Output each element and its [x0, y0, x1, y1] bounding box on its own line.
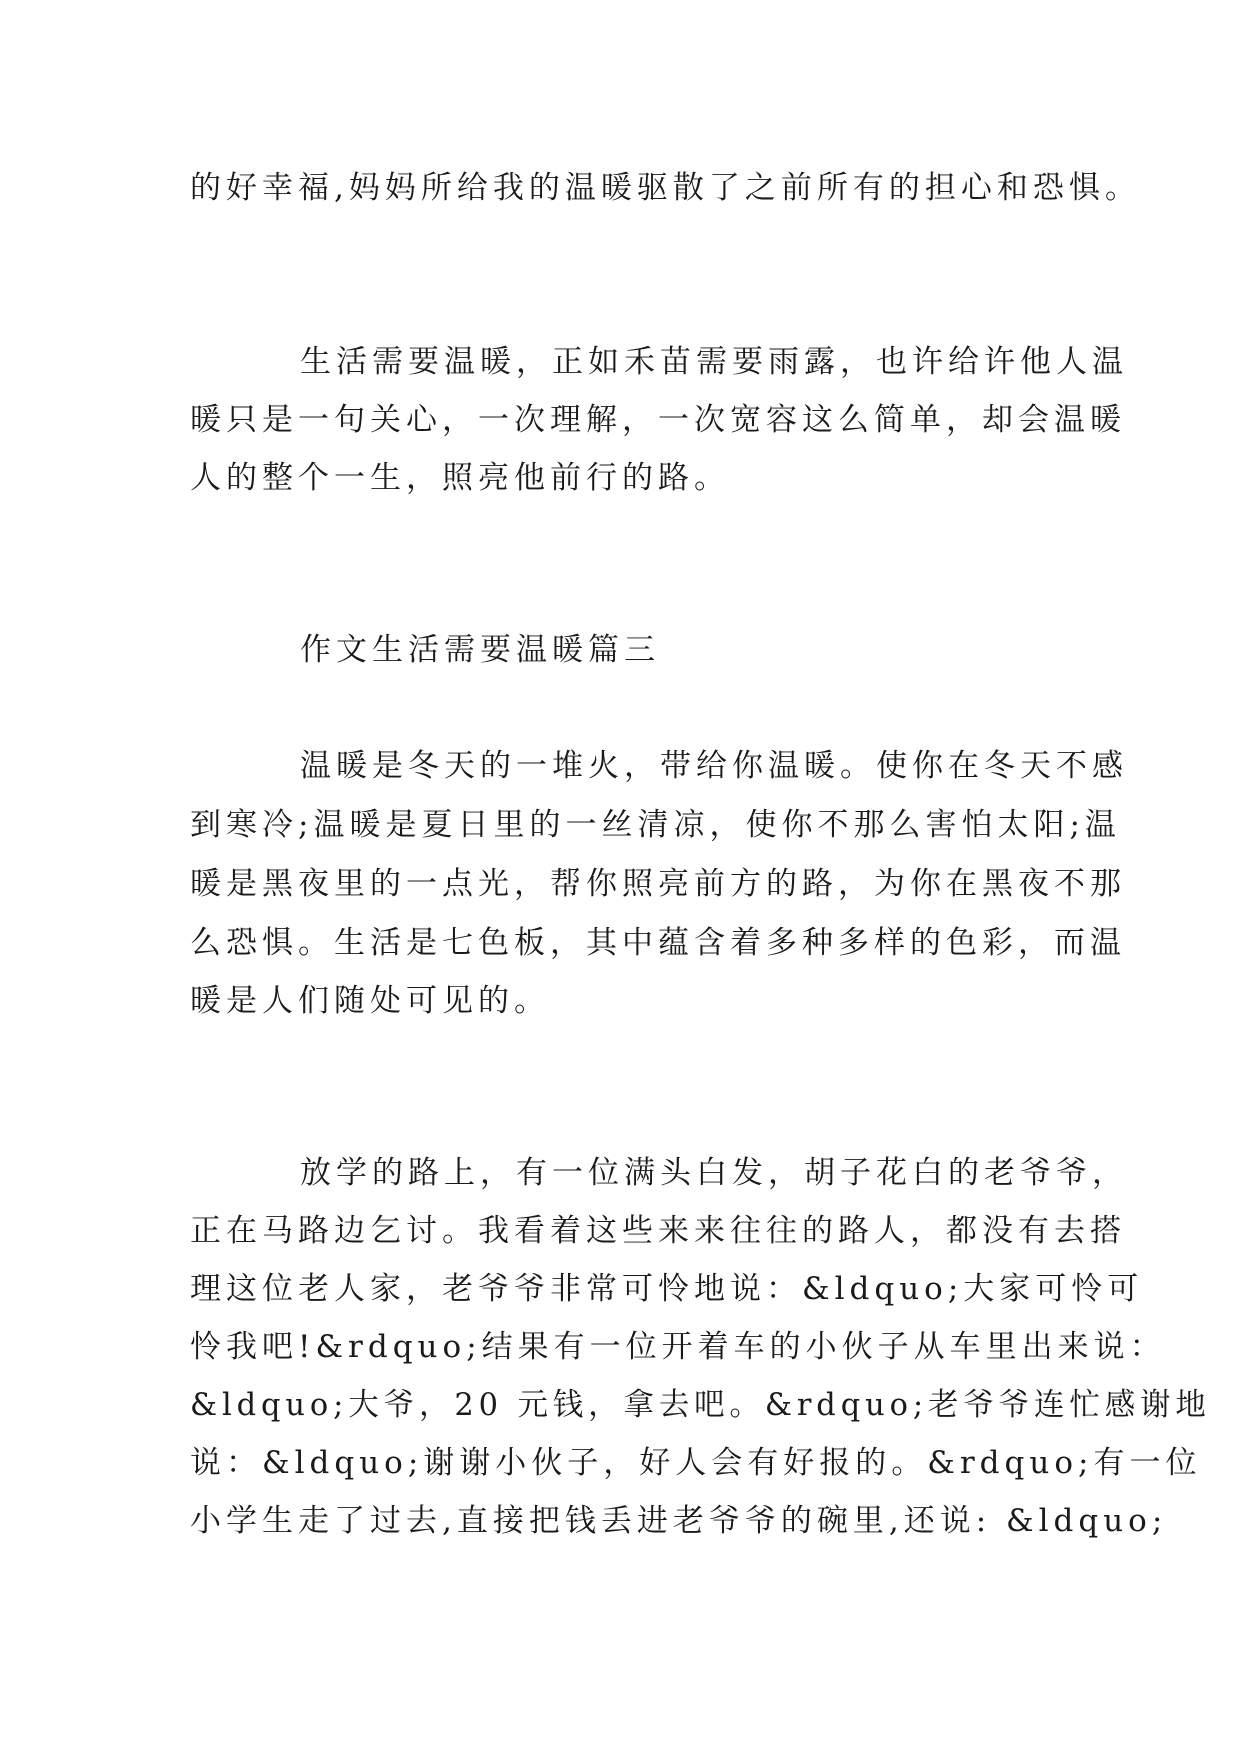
text-line: 人的整个一生，照亮他前行的路。 [190, 460, 730, 496]
text-line: 怜我吧!&rdquo;结果有一位开着车的小伙子从车里出来说： [190, 1329, 1166, 1365]
text-line: 生活需要温暖，正如禾苗需要雨露，也许给许他人温 [300, 344, 1128, 380]
text-line: &ldquo;大爷，20 元钱，拿去吧。&rdquo;老爷爷连忙感谢地 [190, 1387, 1211, 1423]
text-line: 到寒冷;温暖是夏日里的一丝清凉，使你不那么害怕太阳;温 [190, 807, 1121, 843]
section-heading: 作文生活需要温暖篇三 [300, 632, 660, 668]
text-line: 说：&ldquo;谢谢小伙子，好人会有好报的。&rdquo;有一位 [190, 1445, 1202, 1481]
text-line: 温暖是冬天的一堆火，带给你温暖。使你在冬天不感 [300, 748, 1128, 784]
text-line: 放学的路上，有一位满头白发，胡子花白的老爷爷， [300, 1155, 1128, 1191]
text-line: 正在马路边乞讨。我看着这些来来往往的路人，都没有去搭 [190, 1213, 1126, 1249]
text-line: 的好幸福,妈妈所给我的温暖驱散了之前所有的担心和恐惧。 [190, 170, 1141, 206]
text-line: 理这位老人家，老爷爷非常可怜地说：&ldquo;大家可怜可 [190, 1271, 1144, 1307]
text-line: 暖是人们随处可见的。 [190, 983, 550, 1019]
text-line: 小学生走了过去,直接把钱丢进老爷爷的碗里,还说: &ldquo; [190, 1503, 1168, 1539]
text-line: 暖是黑夜里的一点光，帮你照亮前方的路，为你在黑夜不那 [190, 866, 1126, 902]
text-line: 么恐惧。生活是七色板，其中蕴含着多种多样的色彩，而温 [190, 925, 1126, 961]
text-line: 暖只是一句关心，一次理解，一次宽容这么简单，却会温暖 [190, 402, 1126, 438]
